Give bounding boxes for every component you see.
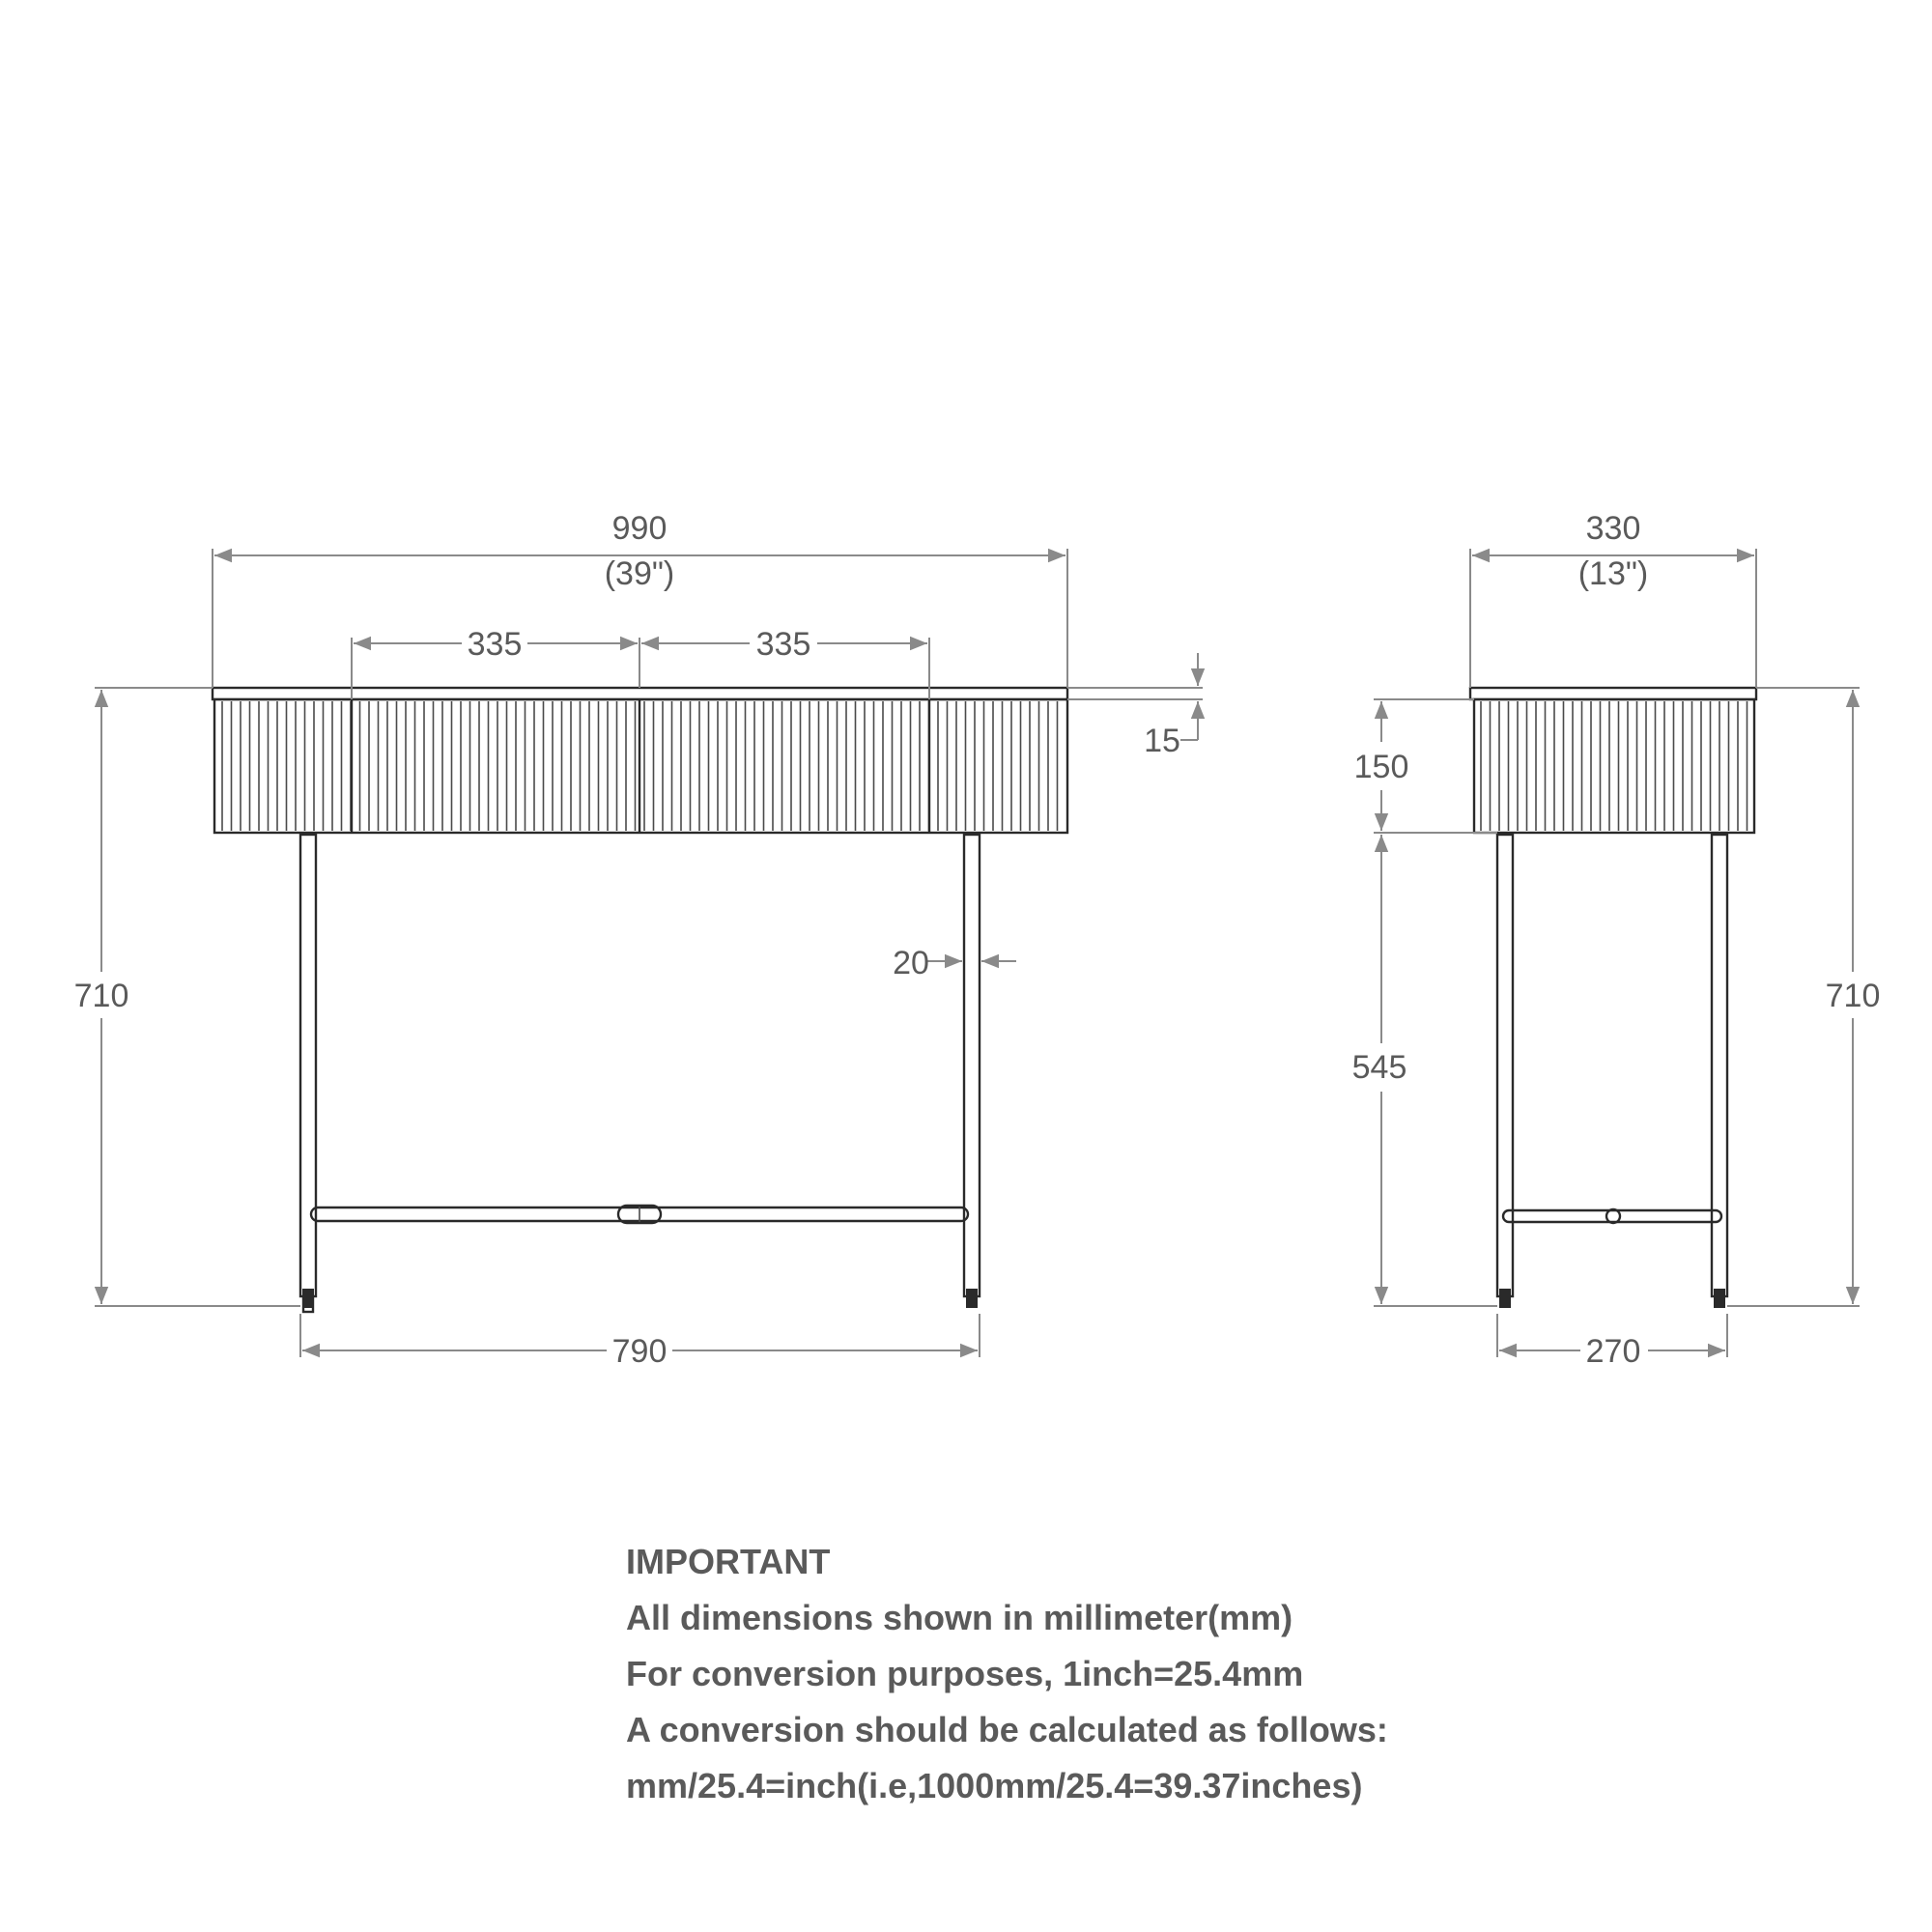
side-view: [1352, 510, 1881, 1370]
notes-heading: IMPORTANT: [626, 1542, 831, 1581]
front-top-thickness: 15: [1144, 723, 1180, 759]
notes-line-conversion: For conversion purposes, 1inch=25.4mm: [626, 1654, 1304, 1693]
side-overall-height: 710: [1825, 978, 1881, 1014]
front-leg-right: [964, 835, 980, 1308]
side-overall-depth-mm: 330: [1585, 510, 1641, 547]
front-leg-thickness: 20: [893, 945, 929, 981]
notes-block: [626, 1534, 1882, 1814]
front-overall-height: 710: [73, 978, 129, 1014]
side-drawer-height: 150: [1353, 749, 1409, 785]
side-drawer-flutes: [1481, 701, 1747, 831]
front-drawer-left-width: 335: [467, 626, 523, 663]
front-table-top: [213, 688, 1067, 699]
front-leg-span: 790: [611, 1333, 668, 1370]
side-drawer-body: [1474, 699, 1754, 833]
side-leg-span: 270: [1585, 1333, 1641, 1370]
side-leg-height: 545: [1351, 1049, 1407, 1086]
notes-line-formula: mm/25.4=inch(i.e,1000mm/25.4=39.37inches): [626, 1766, 1363, 1805]
front-overall-width-in: (39"): [604, 555, 675, 592]
side-leg-left: [1497, 835, 1513, 1308]
notes-line-calculation: A conversion should be calculated as follows:: [626, 1710, 1388, 1749]
side-table-top: [1470, 688, 1756, 699]
front-view: [74, 510, 1203, 1370]
front-leg-left: [300, 835, 316, 1312]
front-drawer-right-width: 335: [755, 626, 811, 663]
front-overall-width-mm: 990: [611, 510, 668, 547]
side-overall-depth-in: (13"): [1577, 555, 1649, 592]
front-drawer-body: [214, 699, 1067, 833]
notes-line-units: All dimensions shown in millimeter(mm): [626, 1598, 1293, 1637]
side-leg-right: [1712, 835, 1727, 1308]
side-stretcher-bar: [1503, 1210, 1721, 1222]
